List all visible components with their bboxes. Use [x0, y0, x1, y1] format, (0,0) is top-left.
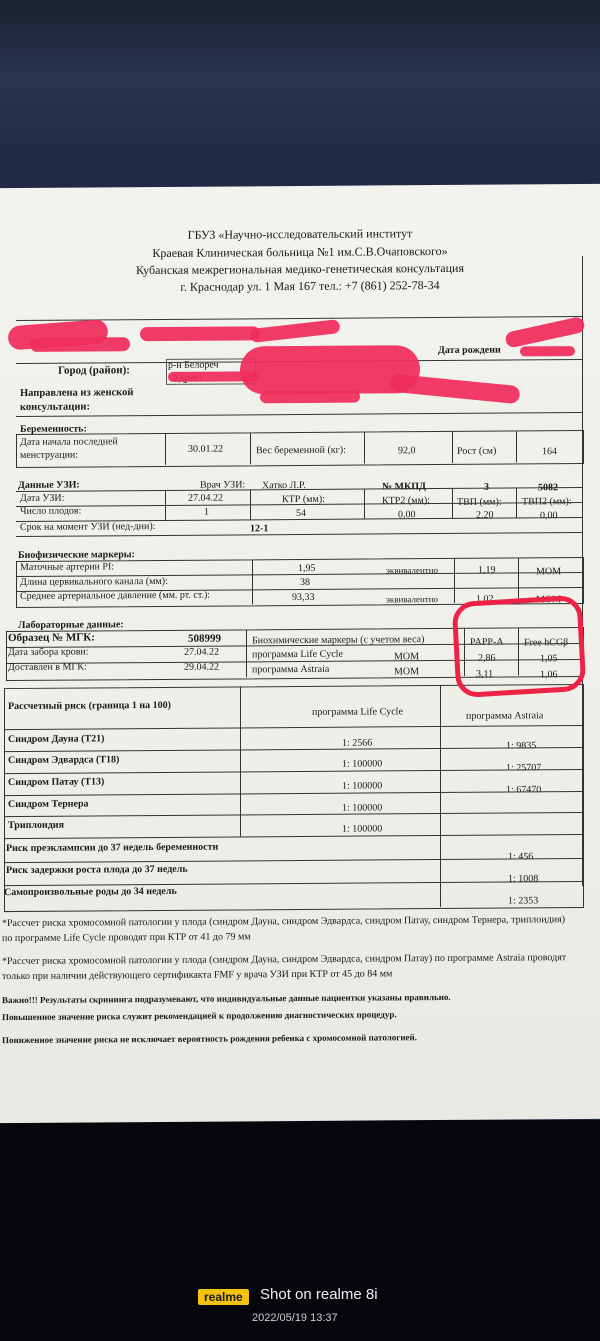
city-label: Город (район):: [58, 364, 130, 377]
bio-row-1-mom: 1,19: [478, 564, 496, 576]
bio-row-1-label: Маточные артерии PI:: [20, 561, 115, 573]
height-value: 164: [542, 446, 557, 458]
header-line-3: Кубанская межрегиональная медико-генетическая консультация: [136, 260, 464, 278]
risk-row-2-label: Синдром Эдвардса (Т18): [8, 754, 120, 767]
risk-extra-2-label: Риск задержки роста плода до 37 недель: [6, 863, 188, 877]
redaction-mark: [30, 337, 130, 352]
city-value: р-н Белореч: [168, 359, 219, 371]
dark-background: [0, 1120, 600, 1341]
risk-header: Рассчетный риск (граница 1 на 100): [8, 699, 171, 713]
sample-value: 508999: [188, 632, 221, 645]
prog1-label: программа Life Cycle: [252, 648, 343, 661]
blood-label: Дата забора крови:: [8, 646, 89, 659]
redaction-mark: [389, 374, 520, 405]
risk-row-3-as: 1: 67470: [506, 784, 542, 796]
papp-label: PAPP-A: [470, 636, 504, 648]
biochem-label: Биохимические маркеры (с учетом веса): [252, 634, 425, 647]
date-value: 27.04.22: [188, 492, 223, 504]
redaction-mark: [140, 326, 260, 341]
date-label: Дата УЗИ:: [20, 492, 65, 504]
note-high-risk: Повышенное значение риска служит рекомендацией к продолжению диагностических процедур.: [2, 1009, 397, 1023]
referred-label-2: консультации:: [20, 401, 90, 413]
dob-label: Дата рождени: [438, 344, 501, 357]
mkpd-value-2: 5082: [538, 482, 558, 494]
risk-row-2-as: 1: 25707: [506, 762, 542, 774]
bio-row-1-unit: MOM: [536, 566, 562, 578]
papp-value-1: 2,86: [478, 652, 496, 664]
tvp-value: 2,20: [476, 509, 494, 521]
note-low-risk: Пониженное значение риска не исключает вероятность рождения ребенка с хромосомной патологией.: [2, 1032, 417, 1046]
mkpd-value-1: 3: [484, 481, 489, 493]
height-label: Рост (см): [457, 445, 497, 457]
risk-row-3-label: Синдром Патау (Т13): [8, 776, 105, 789]
tvp2-label: ТВП2 (мм):: [522, 496, 572, 508]
delivered-label: Доставлен в МГК:: [8, 661, 87, 674]
prog2-mom: MOM: [394, 666, 420, 678]
ktr2-label: КТР2 (мм):: [382, 495, 430, 507]
ktr2-value: 0,00: [398, 509, 416, 521]
weight-label: Вес беременной (кг):: [256, 444, 346, 457]
fetus-label: Число плодов:: [20, 505, 82, 517]
risk-extra-1-as: 1: 456: [508, 851, 534, 863]
risk-row-1-label: Синдром Дауна (Т21): [8, 733, 105, 746]
risk-row-4-label: Синдром Тернера: [8, 798, 89, 811]
risk-row-3-lc: 1: 100000: [342, 780, 383, 792]
note-important: Важно!!! Результаты скрининга подразумевают, что индивидуальные данные пациентки указаны правильно.: [2, 991, 451, 1006]
lmp-label: Дата начала последней: [20, 436, 118, 448]
risk-extra-3-as: 1: 2353: [508, 895, 539, 907]
risk-extra-2-as: 1: 1008: [508, 873, 539, 885]
ultrasound-section: Данные УЗИ:: [18, 479, 80, 491]
doctor-label: Врач УЗИ:: [200, 479, 246, 491]
redaction-mark: [504, 316, 586, 349]
pregnancy-section: Беременность:: [20, 423, 87, 435]
highlight-circle: [452, 595, 587, 699]
header-line-1: ГБУЗ «Научно-исследовательский институт: [187, 226, 413, 242]
biophysical-section: Биофизические маркеры:: [18, 549, 135, 561]
fetus-value: 1: [204, 506, 209, 518]
brand-badge: realme: [198, 1289, 249, 1305]
referred-label: Направлена из женской: [20, 387, 134, 399]
term-value: 12-1: [250, 523, 269, 535]
redaction-mark: [250, 319, 341, 343]
risk-row-5-lc: 1: 100000: [342, 823, 383, 835]
header-line-2: Краевая Клиническая больница №1 им.С.В.Очаповского»: [152, 243, 448, 261]
bio-row-3-value: 93,33: [292, 591, 315, 604]
blood-value: 27.04.22: [184, 646, 219, 658]
bio-row-3-unit: MOM: [536, 594, 562, 606]
sample-label: Образец № МГК:: [8, 631, 95, 645]
risk-row-1-lc: 1: 2566: [342, 737, 373, 749]
redaction-mark: [520, 346, 575, 356]
papp-value-2: 3,11: [476, 668, 494, 680]
timestamp: 2022/05/19 13:37: [252, 1312, 338, 1324]
risk-col-astraia: программа Astraia: [466, 710, 544, 722]
prog2-label: программа Astraia: [252, 663, 330, 676]
tvp2-value: 0,00: [540, 510, 558, 522]
bio-row-3-label: Среднее артериальное давление (мм. рт. ст.):: [20, 589, 211, 602]
note-astraia: *Рассчет риска хромосомной патологии у плода (синдром Дауна, синдром Эдвардса, синдром Патау) по программе Astraia проводят только при наличии действующего сертификакта FMF у врача УЗИ при КТР от 45 до 84 мм: [2, 952, 567, 983]
bio-row-2-value: 38: [300, 576, 310, 588]
mkpd-label: № МКПД: [382, 481, 426, 493]
lab-section: Лабораторные данные:: [18, 619, 124, 631]
risk-row-2-lc: 1: 100000: [342, 758, 383, 770]
shot-on-label: Shot on realme 8i: [260, 1286, 378, 1303]
redaction-mark: [260, 391, 360, 404]
note-lifecycle: *Рассчет риска хромосомной патологии у плода (синдром Дауна, синдром Эдвардса, синдром Патау, синдром Тернера, триплоидия) по программе Life Cycle проводят при КТР от 41 до 79 мм: [2, 914, 566, 945]
hcg-value-2: 1,06: [540, 669, 558, 681]
bio-row-1-equiv: эквивалентно: [386, 565, 439, 576]
ktr-value: 54: [296, 507, 306, 520]
bio-row-3-mom: 1,02: [476, 593, 494, 605]
lmp-value: 30.01.22: [188, 443, 223, 455]
bio-row-3-equiv: эквивалентно: [386, 594, 439, 605]
risk-row-4-lc: 1: 100000: [342, 802, 383, 814]
risk-col-lifecycle: программа Life Cycle: [312, 706, 403, 718]
redaction-mark: [168, 371, 258, 382]
lmp-label-2: менструации:: [20, 449, 79, 461]
hcg-label: Free hCGβ: [524, 637, 569, 649]
risk-extra-1-label: Риск преэклампсии до 37 недель беременности: [6, 841, 219, 855]
term-label: Срок на момент УЗИ (нед-дни):: [20, 521, 156, 533]
prog1-mom: MOM: [394, 651, 420, 663]
delivered-value: 29.04.22: [184, 661, 219, 673]
risk-extra-3-label: Самопроизвольные роды до 34 недель: [4, 885, 177, 899]
bio-row-1-value: 1,95: [298, 562, 316, 575]
tvp-label: ТВП (мм):: [457, 496, 502, 508]
document-sheet: [0, 184, 600, 1123]
hcg-value-1: 1,05: [540, 653, 558, 665]
weight-value: 92,0: [398, 445, 416, 457]
bio-row-2-label: Длина цервикального канала (мм):: [20, 575, 168, 588]
risk-row-1-as: 1: 9835: [506, 740, 537, 752]
header-line-4: г. Краснодар ул. 1 Мая 167 тел.: +7 (861) 252-78-34: [180, 278, 440, 294]
ktr-label: КТР (мм):: [282, 493, 325, 506]
risk-row-5-label: Триплоидия: [8, 819, 64, 832]
doctor-value: Хатко Л.Р.: [262, 479, 306, 492]
